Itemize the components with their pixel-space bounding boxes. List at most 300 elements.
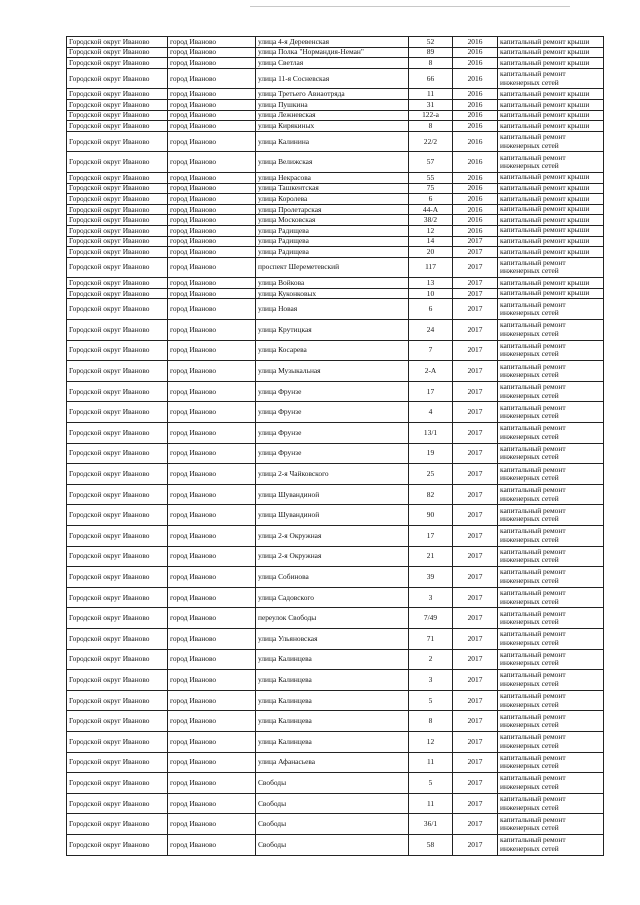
city-cell: город Иваново xyxy=(168,172,256,183)
street-cell: улица Собинова xyxy=(256,567,409,588)
house-number-cell: 90 xyxy=(409,505,453,526)
repair-table-body xyxy=(67,37,604,856)
district-cell: Городской округ Иваново xyxy=(67,567,168,588)
district-cell: Городской округ Иваново xyxy=(67,423,168,444)
year-cell: 2017 xyxy=(453,690,498,711)
house-number-cell: 8 xyxy=(409,711,453,732)
city-cell: город Иваново xyxy=(168,89,256,100)
table-row xyxy=(67,567,604,588)
street-cell: улица Третьего Авиаотряда xyxy=(256,89,409,100)
year-cell: 2017 xyxy=(453,587,498,608)
street-cell: улица Новая xyxy=(256,299,409,320)
city-cell: город Иваново xyxy=(168,288,256,299)
street-cell: улица Лежневская xyxy=(256,110,409,121)
table-container xyxy=(66,36,603,856)
street-cell: улица Московская xyxy=(256,215,409,226)
house-number-cell: 55 xyxy=(409,172,453,183)
house-number-cell: 3 xyxy=(409,587,453,608)
year-cell: 2017 xyxy=(453,608,498,629)
district-cell: Городской округ Иваново xyxy=(67,505,168,526)
year-cell: 2017 xyxy=(453,670,498,691)
street-cell: улица Косарева xyxy=(256,340,409,361)
house-number-cell: 14 xyxy=(409,236,453,247)
district-cell: Городской округ Иваново xyxy=(67,340,168,361)
district-cell: Городской округ Иваново xyxy=(67,47,168,58)
year-cell: 2016 xyxy=(453,225,498,236)
year-cell: 2017 xyxy=(453,361,498,382)
city-cell: город Иваново xyxy=(168,443,256,464)
work-type-cell: капитальный ремонт крыши xyxy=(498,89,604,100)
year-cell: 2017 xyxy=(453,278,498,289)
district-cell: Городской округ Иваново xyxy=(67,299,168,320)
table-row xyxy=(67,288,604,299)
house-number-cell: 21 xyxy=(409,546,453,567)
street-cell: улица Войкова xyxy=(256,278,409,289)
street-cell: улица Светлая xyxy=(256,58,409,69)
house-number-cell: 25 xyxy=(409,464,453,485)
table-row xyxy=(67,204,604,215)
street-cell: Свободы xyxy=(256,773,409,794)
district-cell: Городской округ Иваново xyxy=(67,152,168,173)
street-cell: улица Кирякиных xyxy=(256,121,409,132)
house-number-cell: 52 xyxy=(409,37,453,48)
street-cell: улица Калинцева xyxy=(256,649,409,670)
city-cell: город Иваново xyxy=(168,711,256,732)
house-number-cell: 4 xyxy=(409,402,453,423)
street-cell: улица 2-я Окружная xyxy=(256,546,409,567)
year-cell: 2017 xyxy=(453,793,498,814)
street-cell: улица Музыкальная xyxy=(256,361,409,382)
work-type-cell: капитальный ремонт инженерных сетей xyxy=(498,340,604,361)
year-cell: 2017 xyxy=(453,505,498,526)
house-number-cell: 2-А xyxy=(409,361,453,382)
work-type-cell: капитальный ремонт крыши xyxy=(498,172,604,183)
table-row xyxy=(67,649,604,670)
street-cell: улица Калинцева xyxy=(256,670,409,691)
district-cell: Городской округ Иваново xyxy=(67,402,168,423)
city-cell: город Иваново xyxy=(168,257,256,278)
table-row xyxy=(67,131,604,152)
street-cell: улица Фрунзе xyxy=(256,423,409,444)
year-cell: 2016 xyxy=(453,131,498,152)
year-cell: 2016 xyxy=(453,172,498,183)
work-type-cell: капитальный ремонт инженерных сетей xyxy=(498,834,604,855)
street-cell: улица Крутицкая xyxy=(256,320,409,341)
year-cell: 2016 xyxy=(453,215,498,226)
house-number-cell: 66 xyxy=(409,68,453,89)
work-type-cell: капитальный ремонт крыши xyxy=(498,225,604,236)
year-cell: 2017 xyxy=(453,731,498,752)
street-cell: улица Велижская xyxy=(256,152,409,173)
scan-top-line xyxy=(250,6,570,7)
house-number-cell: 3 xyxy=(409,670,453,691)
city-cell: город Иваново xyxy=(168,47,256,58)
city-cell: город Иваново xyxy=(168,628,256,649)
year-cell: 2017 xyxy=(453,526,498,547)
work-type-cell: капитальный ремонт крыши xyxy=(498,47,604,58)
city-cell: город Иваново xyxy=(168,793,256,814)
city-cell: город Иваново xyxy=(168,567,256,588)
house-number-cell: 44-А xyxy=(409,204,453,215)
table-row xyxy=(67,381,604,402)
district-cell: Городской округ Иваново xyxy=(67,608,168,629)
street-cell: улица Калинина xyxy=(256,131,409,152)
district-cell: Городской округ Иваново xyxy=(67,711,168,732)
city-cell: город Иваново xyxy=(168,131,256,152)
house-number-cell: 17 xyxy=(409,381,453,402)
district-cell: Городской округ Иваново xyxy=(67,131,168,152)
work-type-cell: капитальный ремонт инженерных сетей xyxy=(498,443,604,464)
table-row xyxy=(67,505,604,526)
work-type-cell: капитальный ремонт крыши xyxy=(498,288,604,299)
table-row xyxy=(67,320,604,341)
work-type-cell: капитальный ремонт инженерных сетей xyxy=(498,814,604,835)
district-cell: Городской округ Иваново xyxy=(67,257,168,278)
street-cell: улица 4-я Деревенская xyxy=(256,37,409,48)
table-row xyxy=(67,443,604,464)
district-cell: Городской округ Иваново xyxy=(67,587,168,608)
city-cell: город Иваново xyxy=(168,484,256,505)
table-row xyxy=(67,711,604,732)
work-type-cell: капитальный ремонт крыши xyxy=(498,110,604,121)
city-cell: город Иваново xyxy=(168,247,256,258)
table-row xyxy=(67,690,604,711)
street-cell: улица Радищева xyxy=(256,225,409,236)
table-row xyxy=(67,464,604,485)
house-number-cell: 24 xyxy=(409,320,453,341)
table-row xyxy=(67,834,604,855)
work-type-cell: капитальный ремонт инженерных сетей xyxy=(498,526,604,547)
work-type-cell: капитальный ремонт инженерных сетей xyxy=(498,690,604,711)
table-row xyxy=(67,608,604,629)
street-cell: улица Шувандиной xyxy=(256,484,409,505)
year-cell: 2017 xyxy=(453,752,498,773)
table-row xyxy=(67,58,604,69)
city-cell: город Иваново xyxy=(168,236,256,247)
district-cell: Городской округ Иваново xyxy=(67,121,168,132)
work-type-cell: капитальный ремонт инженерных сетей xyxy=(498,649,604,670)
city-cell: город Иваново xyxy=(168,649,256,670)
city-cell: город Иваново xyxy=(168,68,256,89)
year-cell: 2017 xyxy=(453,381,498,402)
district-cell: Городской округ Иваново xyxy=(67,793,168,814)
work-type-cell: капитальный ремонт крыши xyxy=(498,37,604,48)
house-number-cell: 89 xyxy=(409,47,453,58)
city-cell: город Иваново xyxy=(168,299,256,320)
house-number-cell: 5 xyxy=(409,773,453,794)
house-number-cell: 58 xyxy=(409,834,453,855)
work-type-cell: капитальный ремонт инженерных сетей xyxy=(498,505,604,526)
city-cell: город Иваново xyxy=(168,183,256,194)
year-cell: 2017 xyxy=(453,257,498,278)
year-cell: 2017 xyxy=(453,299,498,320)
table-row xyxy=(67,183,604,194)
district-cell: Городской округ Иваново xyxy=(67,37,168,48)
work-type-cell: капитальный ремонт инженерных сетей xyxy=(498,152,604,173)
district-cell: Городской округ Иваново xyxy=(67,690,168,711)
street-cell: улица Королева xyxy=(256,194,409,205)
year-cell: 2016 xyxy=(453,121,498,132)
table-row xyxy=(67,47,604,58)
district-cell: Городской округ Иваново xyxy=(67,649,168,670)
district-cell: Городской округ Иваново xyxy=(67,110,168,121)
district-cell: Городской округ Иваново xyxy=(67,183,168,194)
year-cell: 2017 xyxy=(453,711,498,732)
work-type-cell: капитальный ремонт инженерных сетей xyxy=(498,752,604,773)
work-type-cell: капитальный ремонт крыши xyxy=(498,58,604,69)
street-cell: улица Фрунзе xyxy=(256,381,409,402)
house-number-cell: 5 xyxy=(409,690,453,711)
year-cell: 2017 xyxy=(453,402,498,423)
city-cell: город Иваново xyxy=(168,608,256,629)
work-type-cell: капитальный ремонт инженерных сетей xyxy=(498,546,604,567)
table-row xyxy=(67,99,604,110)
table-row xyxy=(67,752,604,773)
year-cell: 2017 xyxy=(453,484,498,505)
district-cell: Городской округ Иваново xyxy=(67,443,168,464)
house-number-cell: 2 xyxy=(409,649,453,670)
table-row xyxy=(67,194,604,205)
house-number-cell: 22/2 xyxy=(409,131,453,152)
street-cell: улица Пролетарская xyxy=(256,204,409,215)
district-cell: Городской округ Иваново xyxy=(67,752,168,773)
year-cell: 2017 xyxy=(453,247,498,258)
table-row xyxy=(67,340,604,361)
city-cell: город Иваново xyxy=(168,37,256,48)
year-cell: 2016 xyxy=(453,152,498,173)
repair-table xyxy=(66,36,604,856)
house-number-cell: 71 xyxy=(409,628,453,649)
work-type-cell: капитальный ремонт крыши xyxy=(498,204,604,215)
city-cell: город Иваново xyxy=(168,670,256,691)
table-row xyxy=(67,121,604,132)
street-cell: улица Калинцева xyxy=(256,731,409,752)
table-row xyxy=(67,484,604,505)
work-type-cell: капитальный ремонт инженерных сетей xyxy=(498,608,604,629)
street-cell: улица Фрунзе xyxy=(256,402,409,423)
year-cell: 2017 xyxy=(453,464,498,485)
table-row xyxy=(67,628,604,649)
district-cell: Городской округ Иваново xyxy=(67,68,168,89)
house-number-cell: 6 xyxy=(409,194,453,205)
street-cell: улица Шувандиной xyxy=(256,505,409,526)
year-cell: 2017 xyxy=(453,236,498,247)
table-row xyxy=(67,361,604,382)
work-type-cell: капитальный ремонт инженерных сетей xyxy=(498,711,604,732)
table-row xyxy=(67,215,604,226)
street-cell: улица Ульяновская xyxy=(256,628,409,649)
district-cell: Городской округ Иваново xyxy=(67,172,168,183)
street-cell: улица Афанасьева xyxy=(256,752,409,773)
district-cell: Городской округ Иваново xyxy=(67,99,168,110)
table-row xyxy=(67,773,604,794)
city-cell: город Иваново xyxy=(168,225,256,236)
table-row xyxy=(67,546,604,567)
year-cell: 2017 xyxy=(453,834,498,855)
table-row xyxy=(67,247,604,258)
city-cell: город Иваново xyxy=(168,731,256,752)
year-cell: 2017 xyxy=(453,340,498,361)
work-type-cell: капитальный ремонт инженерных сетей xyxy=(498,731,604,752)
table-row xyxy=(67,793,604,814)
year-cell: 2017 xyxy=(453,814,498,835)
district-cell: Городской округ Иваново xyxy=(67,731,168,752)
year-cell: 2016 xyxy=(453,89,498,100)
city-cell: город Иваново xyxy=(168,546,256,567)
street-cell: улица Калинцева xyxy=(256,711,409,732)
street-cell: улица Радищева xyxy=(256,247,409,258)
city-cell: город Иваново xyxy=(168,690,256,711)
table-row xyxy=(67,299,604,320)
house-number-cell: 10 xyxy=(409,288,453,299)
table-row xyxy=(67,257,604,278)
table-row xyxy=(67,110,604,121)
district-cell: Городской округ Иваново xyxy=(67,204,168,215)
work-type-cell: капитальный ремонт инженерных сетей xyxy=(498,320,604,341)
table-row xyxy=(67,68,604,89)
work-type-cell: капитальный ремонт инженерных сетей xyxy=(498,381,604,402)
house-number-cell: 13/1 xyxy=(409,423,453,444)
work-type-cell: капитальный ремонт инженерных сетей xyxy=(498,257,604,278)
district-cell: Городской округ Иваново xyxy=(67,464,168,485)
street-cell: улица 2-я Чайковского xyxy=(256,464,409,485)
city-cell: город Иваново xyxy=(168,464,256,485)
work-type-cell: капитальный ремонт крыши xyxy=(498,236,604,247)
house-number-cell: 82 xyxy=(409,484,453,505)
house-number-cell: 19 xyxy=(409,443,453,464)
district-cell: Городской округ Иваново xyxy=(67,773,168,794)
work-type-cell: капитальный ремонт крыши xyxy=(498,194,604,205)
house-number-cell: 20 xyxy=(409,247,453,258)
work-type-cell: капитальный ремонт инженерных сетей xyxy=(498,402,604,423)
district-cell: Городской округ Иваново xyxy=(67,320,168,341)
work-type-cell: капитальный ремонт инженерных сетей xyxy=(498,670,604,691)
city-cell: город Иваново xyxy=(168,402,256,423)
table-row xyxy=(67,89,604,100)
street-cell: улица Радищева xyxy=(256,236,409,247)
house-number-cell: 39 xyxy=(409,567,453,588)
table-row xyxy=(67,152,604,173)
work-type-cell: капитальный ремонт инженерных сетей xyxy=(498,68,604,89)
year-cell: 2016 xyxy=(453,37,498,48)
city-cell: город Иваново xyxy=(168,587,256,608)
district-cell: Городской округ Иваново xyxy=(67,628,168,649)
city-cell: город Иваново xyxy=(168,204,256,215)
house-number-cell: 7/49 xyxy=(409,608,453,629)
city-cell: город Иваново xyxy=(168,773,256,794)
table-row xyxy=(67,814,604,835)
district-cell: Городской округ Иваново xyxy=(67,215,168,226)
work-type-cell: капитальный ремонт инженерных сетей xyxy=(498,361,604,382)
table-row xyxy=(67,402,604,423)
house-number-cell: 7 xyxy=(409,340,453,361)
district-cell: Городской округ Иваново xyxy=(67,288,168,299)
street-cell: проспект Шереметевский xyxy=(256,257,409,278)
house-number-cell: 17 xyxy=(409,526,453,547)
work-type-cell: капитальный ремонт инженерных сетей xyxy=(498,567,604,588)
street-cell: улица Калинцева xyxy=(256,690,409,711)
city-cell: город Иваново xyxy=(168,834,256,855)
house-number-cell: 38/2 xyxy=(409,215,453,226)
house-number-cell: 36/1 xyxy=(409,814,453,835)
house-number-cell: 122-а xyxy=(409,110,453,121)
table-row xyxy=(67,236,604,247)
year-cell: 2017 xyxy=(453,546,498,567)
street-cell: улица Фрунзе xyxy=(256,443,409,464)
year-cell: 2017 xyxy=(453,649,498,670)
work-type-cell: капитальный ремонт инженерных сетей xyxy=(498,299,604,320)
city-cell: город Иваново xyxy=(168,320,256,341)
house-number-cell: 11 xyxy=(409,793,453,814)
city-cell: город Иваново xyxy=(168,121,256,132)
street-cell: улица 2-я Окружная xyxy=(256,526,409,547)
work-type-cell: капитальный ремонт крыши xyxy=(498,99,604,110)
year-cell: 2016 xyxy=(453,183,498,194)
work-type-cell: капитальный ремонт крыши xyxy=(498,278,604,289)
work-type-cell: капитальный ремонт инженерных сетей xyxy=(498,773,604,794)
work-type-cell: капитальный ремонт инженерных сетей xyxy=(498,628,604,649)
work-type-cell: капитальный ремонт крыши xyxy=(498,183,604,194)
street-cell: улица Садовского xyxy=(256,587,409,608)
street-cell: улица Некрасова xyxy=(256,172,409,183)
house-number-cell: 12 xyxy=(409,225,453,236)
table-row xyxy=(67,37,604,48)
house-number-cell: 13 xyxy=(409,278,453,289)
district-cell: Городской округ Иваново xyxy=(67,89,168,100)
city-cell: город Иваново xyxy=(168,423,256,444)
house-number-cell: 12 xyxy=(409,731,453,752)
city-cell: город Иваново xyxy=(168,99,256,110)
work-type-cell: капитальный ремонт инженерных сетей xyxy=(498,464,604,485)
city-cell: город Иваново xyxy=(168,505,256,526)
year-cell: 2017 xyxy=(453,443,498,464)
year-cell: 2016 xyxy=(453,68,498,89)
year-cell: 2016 xyxy=(453,110,498,121)
district-cell: Городской округ Иваново xyxy=(67,194,168,205)
street-cell: улица Куконковых xyxy=(256,288,409,299)
year-cell: 2017 xyxy=(453,773,498,794)
street-cell: улица 11-я Сосневская xyxy=(256,68,409,89)
district-cell: Городской округ Иваново xyxy=(67,225,168,236)
street-cell: улица Полка "Нормандия-Неман" xyxy=(256,47,409,58)
street-cell: улица Пушкина xyxy=(256,99,409,110)
table-row xyxy=(67,670,604,691)
table-row xyxy=(67,225,604,236)
house-number-cell: 31 xyxy=(409,99,453,110)
city-cell: город Иваново xyxy=(168,152,256,173)
house-number-cell: 11 xyxy=(409,89,453,100)
city-cell: город Иваново xyxy=(168,215,256,226)
district-cell: Городской округ Иваново xyxy=(67,526,168,547)
table-row xyxy=(67,587,604,608)
house-number-cell: 6 xyxy=(409,299,453,320)
work-type-cell: капитальный ремонт инженерных сетей xyxy=(498,587,604,608)
city-cell: город Иваново xyxy=(168,526,256,547)
street-cell: Свободы xyxy=(256,814,409,835)
year-cell: 2016 xyxy=(453,194,498,205)
house-number-cell: 8 xyxy=(409,58,453,69)
year-cell: 2017 xyxy=(453,628,498,649)
city-cell: город Иваново xyxy=(168,814,256,835)
district-cell: Городской округ Иваново xyxy=(67,247,168,258)
city-cell: город Иваново xyxy=(168,278,256,289)
city-cell: город Иваново xyxy=(168,194,256,205)
house-number-cell: 117 xyxy=(409,257,453,278)
street-cell: Свободы xyxy=(256,793,409,814)
year-cell: 2016 xyxy=(453,47,498,58)
city-cell: город Иваново xyxy=(168,381,256,402)
house-number-cell: 75 xyxy=(409,183,453,194)
